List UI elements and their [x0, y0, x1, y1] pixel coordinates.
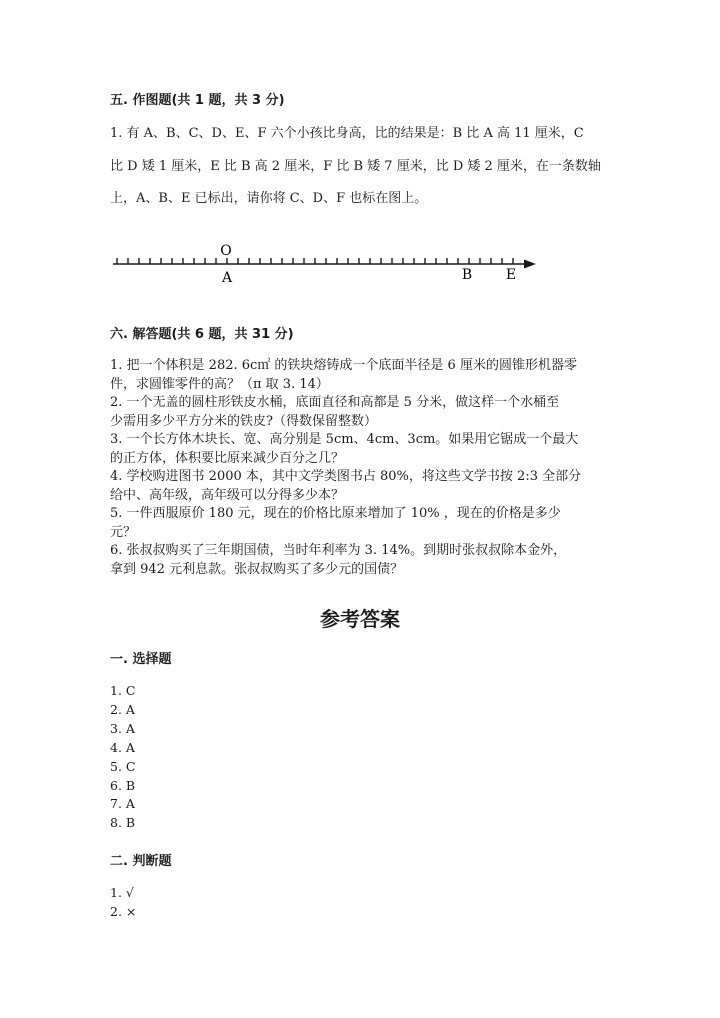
point-e-label: E	[505, 267, 517, 283]
judge-answer: 1. √	[110, 885, 134, 900]
choice-answer: 2. A	[110, 701, 135, 717]
judge-heading: 二. 判断题	[110, 854, 172, 869]
number-line-arrow	[524, 260, 536, 269]
section-6-line: 3. 一个长方体木块长、宽、高分别是 5cm、4cm、3cm。如果用它锯成一个最大	[110, 432, 579, 447]
question-5-1-line-3: 上，A、B、E 已标出，请你将 C、D、F 也标在图上。	[110, 191, 428, 206]
choice-answer: 8. B	[110, 815, 136, 831]
section-6-line: 6. 张叔叔购买了三年期国债，当时年利率为 3. 14%。到期时张叔叔除本金外，	[110, 543, 567, 558]
choice-answer: 4. A	[110, 739, 135, 755]
section-6-line: 元？	[110, 524, 137, 540]
number-line	[0, 0, 720, 300]
choice-answer: 7. A	[110, 796, 135, 812]
answers-title: 参考答案	[320, 607, 400, 631]
judge-answer: 2. ×	[110, 904, 137, 919]
section-6-line: 5. 一件西服原价 180 元，现在的价格比原来增加了 10% ，现在的价格是多少	[110, 506, 561, 521]
point-b-label: B	[461, 267, 473, 283]
section-6-line: 1. 把一个体积是 282. 6c㎡ 的铁块熔铸成一个底面半径是 6 厘米的圆锥形机器零	[110, 358, 577, 373]
choice-answer: 5. C	[110, 758, 136, 774]
section-6-line: 的正方体，体积要比原来减少百分之几？	[110, 450, 345, 466]
choice-answer: 3. A	[110, 720, 135, 736]
section-6-heading: 六. 解答题(共 6 题，共 31 分)	[110, 327, 294, 342]
section-6-line: 件，求圆锥零件的高？（π 取 3. 14）	[110, 376, 329, 392]
choice-answer: 6. B	[110, 777, 136, 793]
choice-heading: 一. 选择题	[110, 652, 172, 667]
choice-answer: 1. C	[110, 683, 136, 698]
point-a-label: A	[221, 270, 233, 286]
section-6-line: 给中、高年级，高年级可以分得多少本？	[110, 487, 345, 503]
question-5-1-line-2: 比 D 矮 1 厘米，E 比 B 高 2 厘米，F 比 B 矮 7 厘米，比 D 矮 2 厘米，在一条数轴	[110, 159, 601, 174]
section-5-heading: 五. 作图题(共 1 题，共 3 分)	[110, 93, 285, 108]
question-5-1-line-1: 1. 有 A、B、C、D、E、F 六个小孩比身高，比的结果是：B 比 A 高 11 厘米，C	[110, 126, 584, 141]
section-6-line: 4. 学校购进图书 2000 本，其中文学类图书占 80%，将这些文学书按 2:3 全部分	[110, 469, 582, 484]
section-6-line: 拿到 942 元利息款。张叔叔购买了多少元的国债？	[110, 561, 404, 577]
section-6-line: 少需用多少平方分米的铁皮?（得数保留整数）	[110, 413, 377, 429]
section-6-line: 2. 一个无盖的圆柱形铁皮水桶，底面直径和高都是 5 分米，做这样一个水桶至	[110, 395, 560, 410]
origin-label: O	[220, 243, 232, 259]
